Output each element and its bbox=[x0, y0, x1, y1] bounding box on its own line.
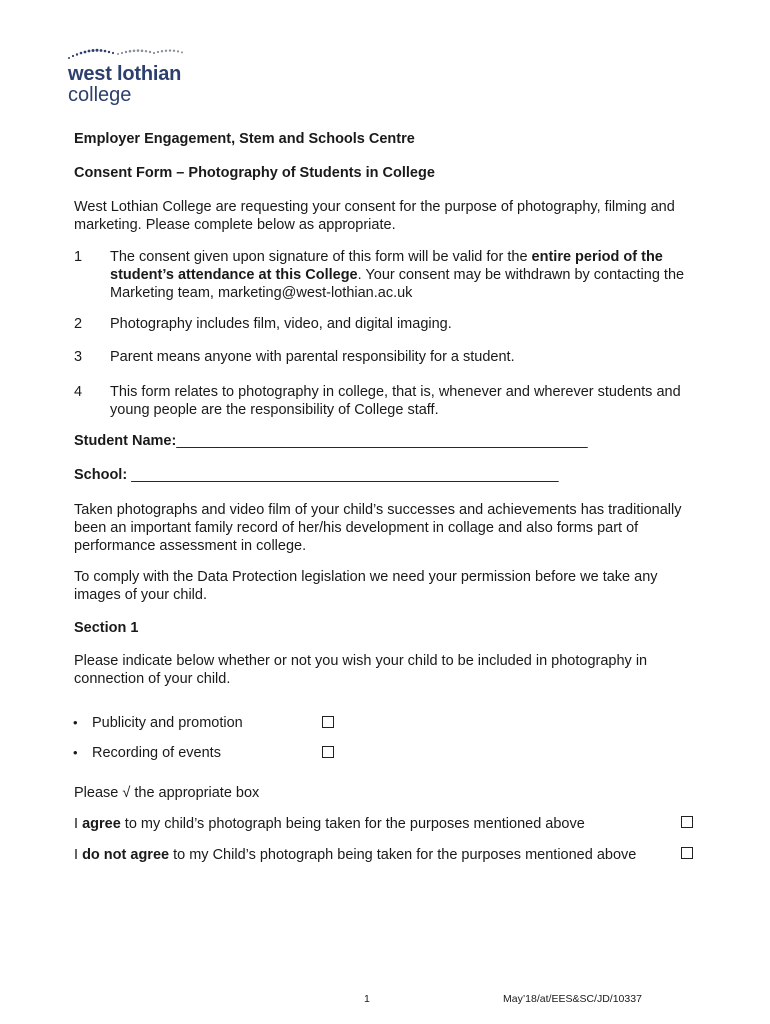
bullet-icon: • bbox=[73, 715, 78, 730]
disagree-suffix: to my Child’s photograph being taken for the purposes mentioned above bbox=[169, 847, 637, 863]
agree-statement bbox=[74, 815, 654, 833]
disagree-bold-text: do not agree bbox=[82, 847, 170, 863]
student-name-field[interactable] bbox=[74, 432, 588, 450]
checkbox-disagree[interactable] bbox=[681, 847, 693, 859]
section-heading: Section 1 bbox=[74, 620, 139, 636]
page-number: 1 bbox=[364, 993, 370, 1005]
logo-line-2: college bbox=[68, 84, 132, 106]
data-protection-paragraph: To comply with the Data Protection legislation we need your permission before we take any images of your child. bbox=[74, 569, 658, 603]
disagree-prefix: I bbox=[74, 847, 83, 863]
checkbox-agree[interactable] bbox=[681, 816, 693, 828]
checkbox-recording[interactable] bbox=[322, 746, 334, 758]
item-1-bold-text: entire period of the student’s attendance at this College bbox=[110, 249, 663, 283]
school-line[interactable]: _____________________________________________________ bbox=[131, 467, 559, 483]
item-number-2: 2 bbox=[74, 316, 83, 332]
tick-instruction: Please √ the appropriate box bbox=[74, 785, 260, 801]
agree-bold-text: agree bbox=[82, 816, 121, 832]
item-number-1: 1 bbox=[74, 249, 83, 265]
agree-suffix: to my child’s photograph being taken for the purposes mentioned above bbox=[120, 816, 585, 832]
school-field[interactable] bbox=[74, 466, 559, 484]
college-logo bbox=[66, 46, 196, 108]
family-record-paragraph: Taken photographs and video film of your child’s successes and achievements has traditionally been an important family record of her/his development in collage and also forms part of performance assessment in college. bbox=[74, 502, 682, 554]
form-title: Consent Form – Photography of Students in College bbox=[74, 165, 435, 181]
agree-prefix: I bbox=[74, 816, 83, 832]
item-number-4: 4 bbox=[74, 384, 83, 400]
student-name-label: Student Name: bbox=[74, 433, 177, 449]
centre-heading: Employer Engagement, Stem and Schools Centre bbox=[74, 131, 415, 147]
item-1-text-end: . Your consent may be withdrawn by contacting the Marketing team, marketing@west-lothian.ac.uk bbox=[110, 267, 685, 301]
item-1-text-start: The consent given upon signature of this form will be valid for the bbox=[110, 249, 532, 265]
item-text-3: Parent means anyone with parental responsibility for a student. bbox=[110, 349, 515, 365]
student-name-line[interactable]: ___________________________________________________ bbox=[176, 433, 588, 449]
school-label: School: bbox=[74, 467, 128, 483]
section-instruction: Please indicate below whether or not you wish your child to be included in photography in connection of your child. bbox=[74, 653, 648, 687]
item-text-1 bbox=[110, 248, 696, 302]
intro-paragraph: West Lothian College are requesting your consent for the purpose of photography, filming and marketing. Please complete below as appropriate. bbox=[74, 199, 675, 233]
bullet-icon: • bbox=[73, 745, 78, 760]
checkbox-publicity[interactable] bbox=[322, 716, 334, 728]
document-reference: May’18/at/EES&SC/JD/10337 bbox=[503, 993, 642, 1005]
disagree-statement bbox=[74, 846, 644, 864]
option-label-recording: Recording of events bbox=[92, 745, 221, 761]
item-text-2: Photography includes film, video, and digital imaging. bbox=[110, 316, 452, 332]
item-text-4: This form relates to photography in college, that is, whenever and wherever students and young people are the responsibility of College staff. bbox=[110, 384, 681, 418]
item-number-3: 3 bbox=[74, 349, 83, 365]
logo-dots-arc-icon bbox=[66, 46, 196, 62]
logo-line-1: west lothian bbox=[68, 63, 182, 85]
option-label-publicity: Publicity and promotion bbox=[92, 715, 243, 731]
